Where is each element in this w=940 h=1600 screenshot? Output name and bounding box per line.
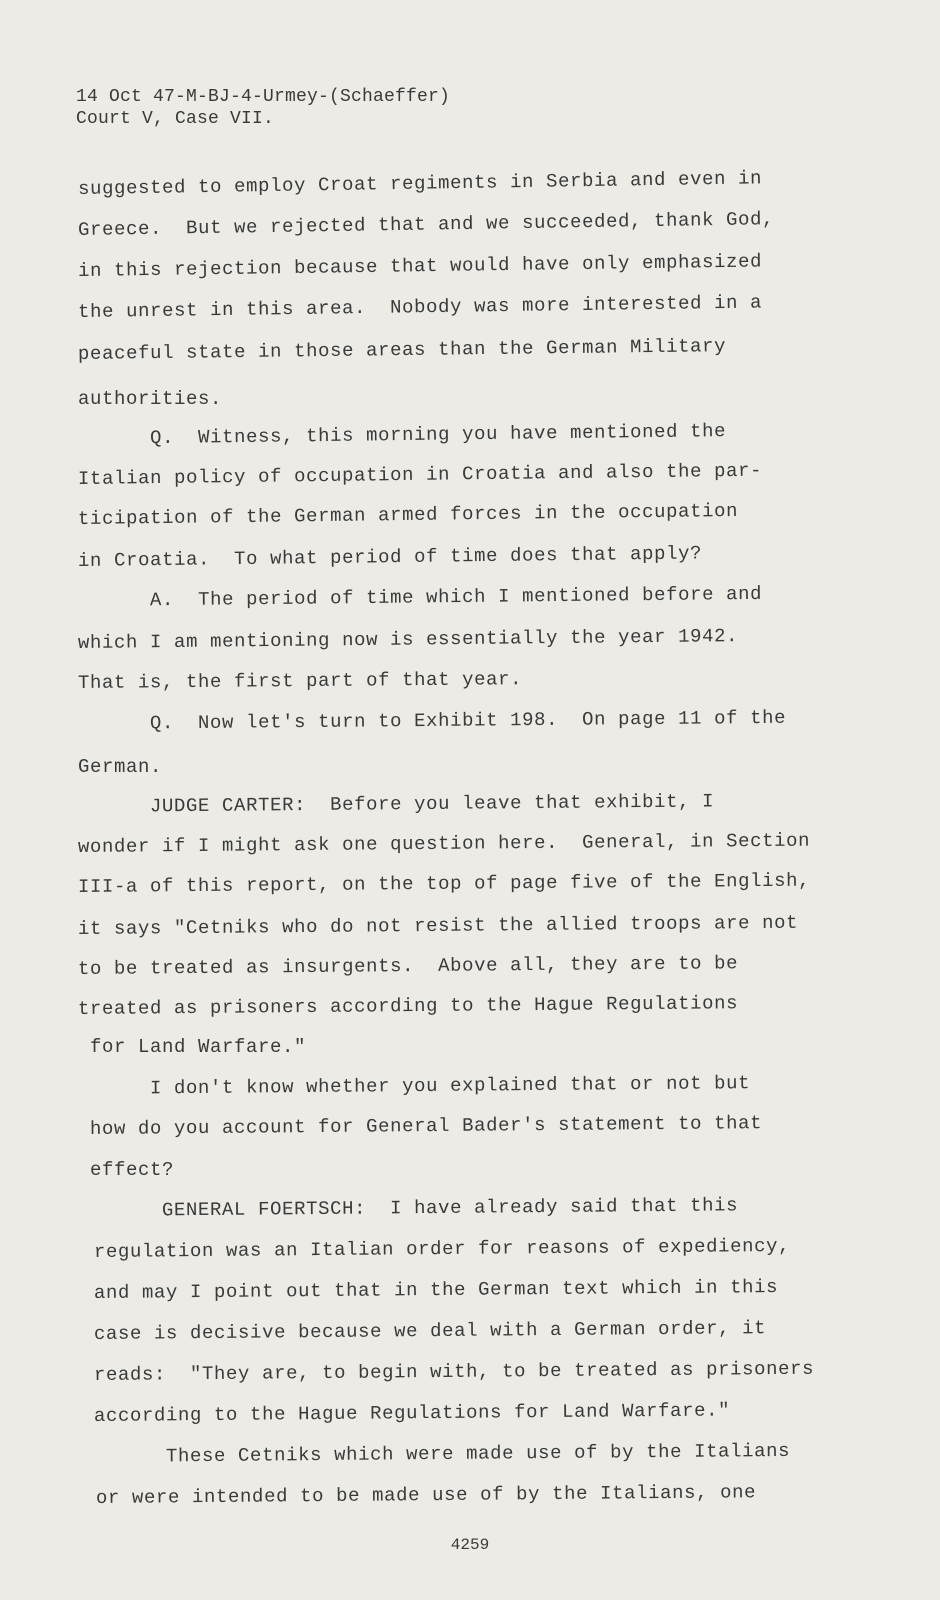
transcript-line: peaceful state in those areas than the German Military <box>77 335 727 365</box>
transcript-line: Greece. But we rejected that and we succeeded, thank God, <box>77 208 775 241</box>
header-reference: 14 Oct 47-M-BJ-4-Urmey-(Schaeffer) <box>76 87 451 107</box>
transcript-line: according to the Hague Regulations for Land Warfare." <box>93 1399 731 1427</box>
transcript-line: GENERAL FOERTSCH: I have already said that this <box>89 1194 739 1222</box>
page-number: 4259 <box>450 1536 490 1554</box>
header-court-case: Court V, Case VII. <box>76 109 275 129</box>
transcript-line: how do you account for General Bader's statement to that <box>89 1112 763 1140</box>
transcript-line: or were intended to be made use of by the Italians, one <box>95 1481 757 1509</box>
transcript-line: wonder if I might ask one question here. General, in Section <box>77 829 811 858</box>
transcript-line: I don't know whether you explained that or not but <box>77 1072 751 1100</box>
transcript-line: which I am mentioning now is essentially the year 1942. <box>77 625 739 654</box>
document-header <box>76 86 450 130</box>
transcript-line: in this rejection because that would have only emphasized <box>77 250 763 282</box>
transcript-line: regulation was an Italian order for reasons of expediency, <box>93 1234 791 1263</box>
transcript-line: Italian policy of occupation in Croatia and also the par- <box>77 459 763 490</box>
transcript-line: suggested to employ Croat regiments in Serbia and even in <box>77 167 763 200</box>
transcript-line: authorities. <box>78 388 223 410</box>
transcript-line: III-a of this report, on the top of page five of the English, <box>77 869 811 898</box>
transcript-line: in Croatia. To what period of time does that apply? <box>77 542 703 572</box>
transcript-line: and may I point out that in the German text which in this <box>93 1276 779 1304</box>
transcript-line: it says "Cetniks who do not resist the allied troops are not <box>77 911 799 940</box>
transcript-line: effect? <box>90 1159 175 1181</box>
transcript-line: ticipation of the German armed forces in the occupation <box>77 499 739 530</box>
transcript-line: treated as prisoners according to the Hague Regulations <box>77 992 739 1020</box>
transcript-line: to be treated as insurgents. Above all, they are to be <box>77 952 739 980</box>
transcript-line: That is, the first part of that year. <box>77 668 523 694</box>
transcript-line: the unrest in this area. Nobody was more interested in a <box>77 291 763 323</box>
transcript-line: reads: "They are, to begin with, to be treated as prisoners <box>93 1357 815 1386</box>
transcript-line: for Land Warfare." <box>90 1036 307 1058</box>
transcript-line: Q. Witness, this morning you have mentioned the <box>77 420 727 450</box>
transcript-line: These Cetniks which were made use of by the Italians <box>93 1439 791 1468</box>
transcript-line: German. <box>78 756 163 778</box>
transcript-line: A. The period of time which I mentioned before and <box>77 582 763 612</box>
transcript-line: Q. Now let's turn to Exhibit 198. On page 11 of the <box>77 706 787 735</box>
transcript-line: JUDGE CARTER: Before you leave that exhibit, I <box>77 790 715 818</box>
transcript-line: case is decisive because we deal with a German order, it <box>93 1317 767 1345</box>
